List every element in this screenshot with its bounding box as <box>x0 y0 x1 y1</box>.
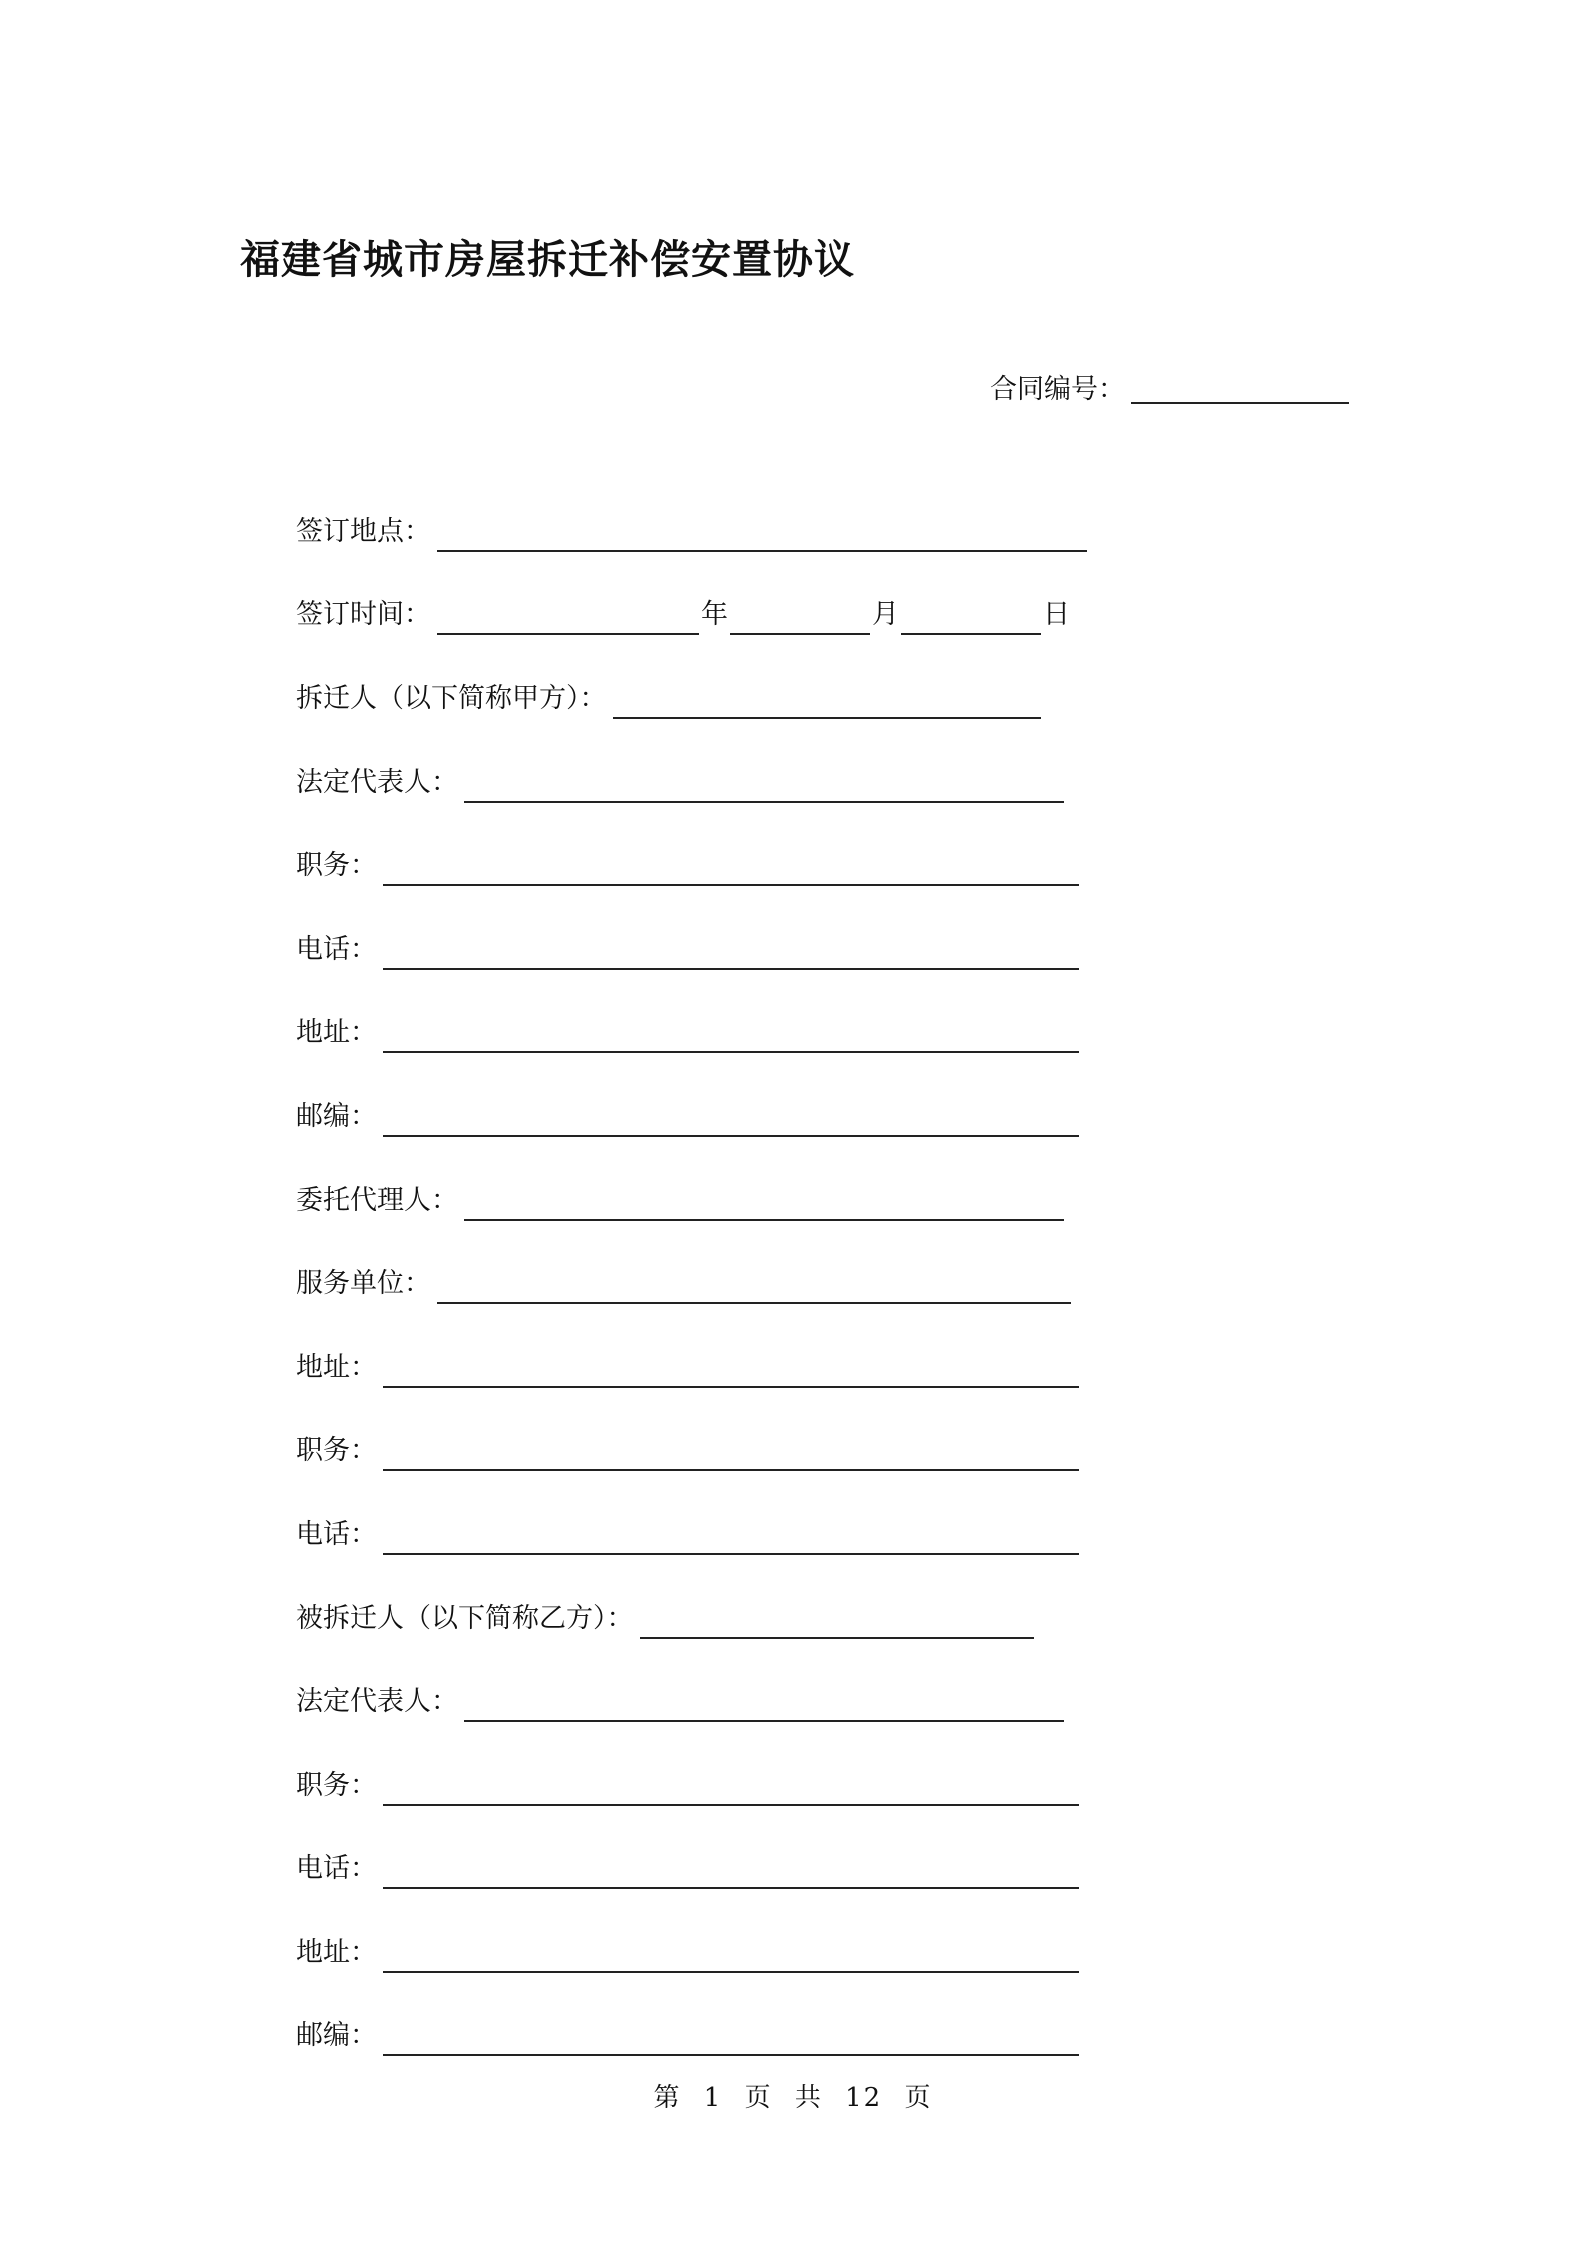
field-label: 拆迁人（以下简称甲方）： <box>296 682 607 714</box>
field-blank[interactable] <box>640 1611 1034 1639</box>
form-field <box>296 490 1196 574</box>
form-field <box>296 1075 1196 1159</box>
footer-page-unit: 页 <box>744 2083 773 2113</box>
field-blank[interactable] <box>383 1778 1079 1806</box>
form-field <box>296 824 1196 908</box>
field-label: 服务单位： <box>296 1268 431 1300</box>
field-label: 职务： <box>296 1435 377 1467</box>
field-blank[interactable] <box>437 1276 1071 1304</box>
field-label: 被拆迁人（以下简称乙方）： <box>296 1602 634 1634</box>
form-field <box>296 1493 1196 1577</box>
footer-total-pages: 12 <box>845 2083 883 2113</box>
field-label: 电话： <box>296 1518 377 1550</box>
field-label: 签订时间： <box>296 599 431 631</box>
year-unit: 年 <box>701 599 728 631</box>
field-blank[interactable] <box>464 1193 1064 1221</box>
field-blank[interactable] <box>383 858 1079 886</box>
field-blank[interactable] <box>383 1861 1079 1889</box>
contract-number-label: 合同编号： <box>990 374 1125 405</box>
page-footer <box>0 2080 1586 2116</box>
footer-total-prefix: 共 <box>794 2083 823 2113</box>
field-label: 法定代表人： <box>296 766 458 798</box>
field-label: 地址： <box>296 1351 377 1383</box>
form-field <box>296 1159 1196 1243</box>
date-day-blank[interactable] <box>901 607 1041 635</box>
field-blank[interactable] <box>383 1443 1079 1471</box>
form-field <box>296 1911 1196 1995</box>
form-field <box>296 1744 1196 1828</box>
form-field <box>296 1828 1196 1912</box>
field-blank[interactable] <box>383 942 1079 970</box>
field-label: 职务： <box>296 850 377 882</box>
footer-total-unit: 页 <box>904 2083 933 2113</box>
form-field <box>296 1995 1196 2079</box>
footer-prefix: 第 <box>653 2083 682 2113</box>
contract-number <box>990 370 1349 410</box>
form-field <box>296 1577 1196 1661</box>
month-unit: 月 <box>872 599 899 631</box>
contract-number-blank[interactable] <box>1131 376 1349 404</box>
field-label: 电话： <box>296 1853 377 1885</box>
field-blank[interactable] <box>383 1360 1079 1388</box>
field-label: 委托代理人： <box>296 1184 458 1216</box>
day-unit: 日 <box>1043 599 1070 631</box>
form-field <box>296 657 1196 741</box>
form-field <box>296 741 1196 825</box>
document-title: 福建省城市房屋拆迁补偿安置协议 <box>240 237 855 283</box>
field-blank[interactable] <box>464 775 1064 803</box>
field-blank[interactable] <box>383 1527 1079 1555</box>
field-blank[interactable] <box>383 1945 1079 1973</box>
footer-page-number: 1 <box>703 2083 723 2113</box>
date-year-blank[interactable] <box>437 607 699 635</box>
field-label: 职务： <box>296 1769 377 1801</box>
field-blank[interactable] <box>383 2028 1079 2056</box>
field-blank[interactable] <box>464 1694 1064 1722</box>
field-blank[interactable] <box>383 1025 1079 1053</box>
form-field <box>296 1410 1196 1494</box>
date-month-blank[interactable] <box>730 607 870 635</box>
field-label: 地址： <box>296 1017 377 1049</box>
field-label: 地址： <box>296 1936 377 1968</box>
field-label: 法定代表人： <box>296 1686 458 1718</box>
form-field <box>296 992 1196 1076</box>
form-field <box>296 1660 1196 1744</box>
form-field <box>296 574 1196 658</box>
form-field <box>296 908 1196 992</box>
field-label: 签订地点： <box>296 515 431 547</box>
field-label: 邮编： <box>296 2020 377 2052</box>
form-field <box>296 1326 1196 1410</box>
field-blank[interactable] <box>383 1109 1079 1137</box>
form-field <box>296 1242 1196 1326</box>
field-label: 邮编： <box>296 1100 377 1132</box>
field-blank[interactable] <box>437 524 1087 552</box>
field-blank[interactable] <box>613 691 1041 719</box>
field-label: 电话： <box>296 933 377 965</box>
form-fields <box>296 490 1196 2078</box>
